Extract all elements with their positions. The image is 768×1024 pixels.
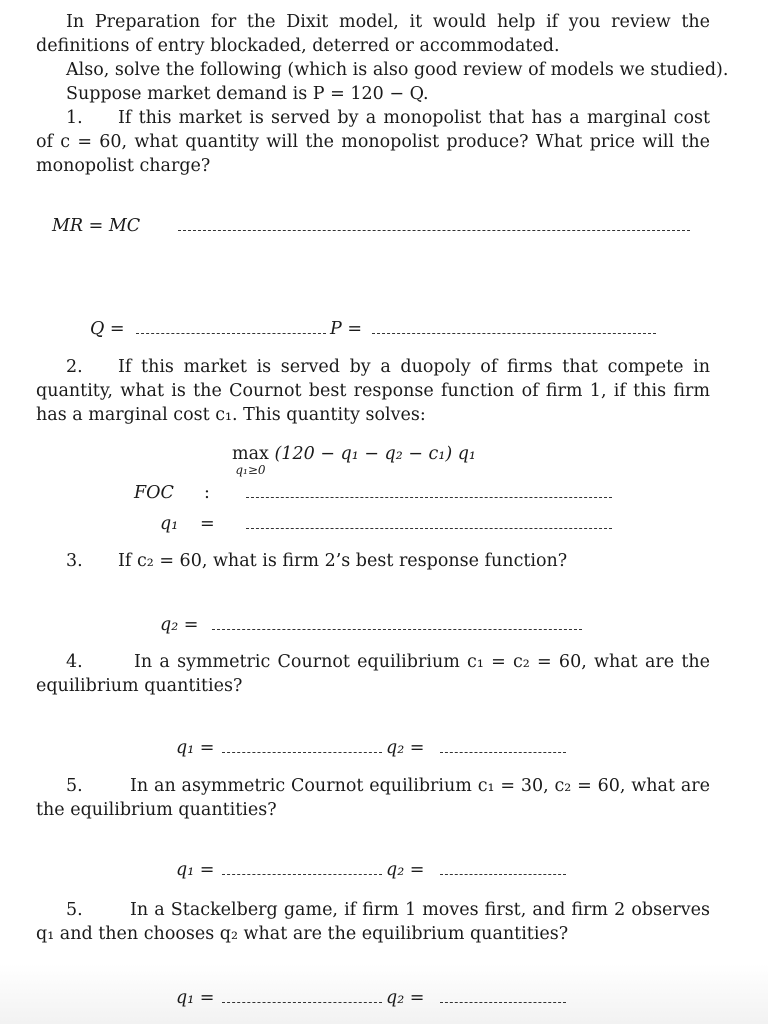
br1-label: q₁ bbox=[160, 514, 179, 534]
p-answer-line[interactable] bbox=[372, 317, 656, 341]
question-6 bbox=[36, 898, 710, 946]
question-1 bbox=[36, 106, 710, 178]
intro-paragraph bbox=[36, 10, 710, 58]
foc-answer-line[interactable] bbox=[246, 481, 612, 505]
mr-mc-label: MR = MC bbox=[52, 216, 141, 236]
foc-label: FOC bbox=[134, 483, 174, 503]
q5-q2-label: q₂ = bbox=[386, 860, 425, 880]
max-objective: (120 − q₁ − q₂ − c₁) q₁ bbox=[274, 444, 476, 464]
max-operator: max bbox=[232, 444, 269, 464]
q-label: Q = bbox=[90, 319, 125, 339]
q6-q2-answer-line[interactable] bbox=[440, 986, 566, 1010]
question-3-text: If c₂ = 60, what is firm 2’s best response function? bbox=[118, 551, 568, 571]
q4-q1-answer-line[interactable] bbox=[222, 736, 382, 760]
question-6-text: In a Stackelberg game, if firm 1 moves first, and firm 2 observes q₁ and then chooses q₂ what are the equilibrium quantities? bbox=[36, 900, 710, 944]
intro-line-3: Suppose market demand is P = 120 − Q. bbox=[66, 84, 429, 104]
mr-mc-answer-line[interactable] bbox=[178, 214, 690, 238]
q4-q2-label: q₂ = bbox=[386, 738, 425, 758]
question-4-text: In a symmetric Cournot equilibrium c₁ = c₂ = 60, what are the equilibrium quantities? bbox=[36, 652, 710, 696]
question-1-text: If this market is served by a monopolist that has a marginal cost of c = 60, what quantity will the monopolist produce? What price will the monopolist charge? bbox=[36, 108, 710, 176]
q6-q2-label: q₂ = bbox=[386, 988, 425, 1008]
question-2-number: 2. bbox=[66, 357, 83, 377]
question-6-number: 5. bbox=[66, 900, 83, 920]
question-2-text: If this market is served by a duopoly of firms that compete in quantity, what is the Cournot best response function of firm 1, if this firm has a marginal cost c₁. This quantity solves: bbox=[36, 357, 710, 425]
question-5-number: 5. bbox=[66, 776, 83, 796]
p-label: P = bbox=[330, 319, 363, 339]
intro-line-2: Also, solve the following (which is also good review of models we studied). bbox=[66, 60, 729, 80]
br1-equals: = bbox=[200, 514, 215, 534]
q4-q1-label: q₁ = bbox=[176, 738, 215, 758]
q4-q2-answer-line[interactable] bbox=[440, 736, 566, 760]
question-3-number: 3. bbox=[66, 551, 83, 571]
q5-q1-label: q₁ = bbox=[176, 860, 215, 880]
br1-answer-line[interactable] bbox=[246, 512, 612, 536]
q6-q1-answer-line[interactable] bbox=[222, 986, 382, 1010]
max-subscript: q₁≥0 bbox=[235, 463, 266, 477]
question-4 bbox=[36, 650, 710, 698]
question-1-number: 1. bbox=[66, 108, 83, 128]
question-3 bbox=[36, 549, 710, 573]
q6-q1-label: q₁ = bbox=[176, 988, 215, 1008]
question-5 bbox=[36, 774, 710, 822]
br2-answer-line[interactable] bbox=[212, 613, 582, 637]
question-5-text: In an asymmetric Cournot equilibrium c₁ = 30, c₂ = 60, what are the equilibrium quantities? bbox=[36, 776, 710, 820]
question-4-number: 4. bbox=[66, 652, 83, 672]
intro-line-1: In Preparation for the Dixit model, it would help if you review the definitions of entry blockaded, deterred or accommodated. bbox=[36, 12, 710, 56]
br2-label: q₂ = bbox=[160, 615, 199, 635]
page-footer-band bbox=[0, 964, 768, 1024]
q5-q1-answer-line[interactable] bbox=[222, 858, 382, 882]
foc-separator: : bbox=[204, 483, 210, 503]
question-2 bbox=[36, 355, 710, 427]
max-expression bbox=[232, 444, 476, 476]
q-answer-line[interactable] bbox=[136, 317, 326, 341]
q5-q2-answer-line[interactable] bbox=[440, 858, 566, 882]
